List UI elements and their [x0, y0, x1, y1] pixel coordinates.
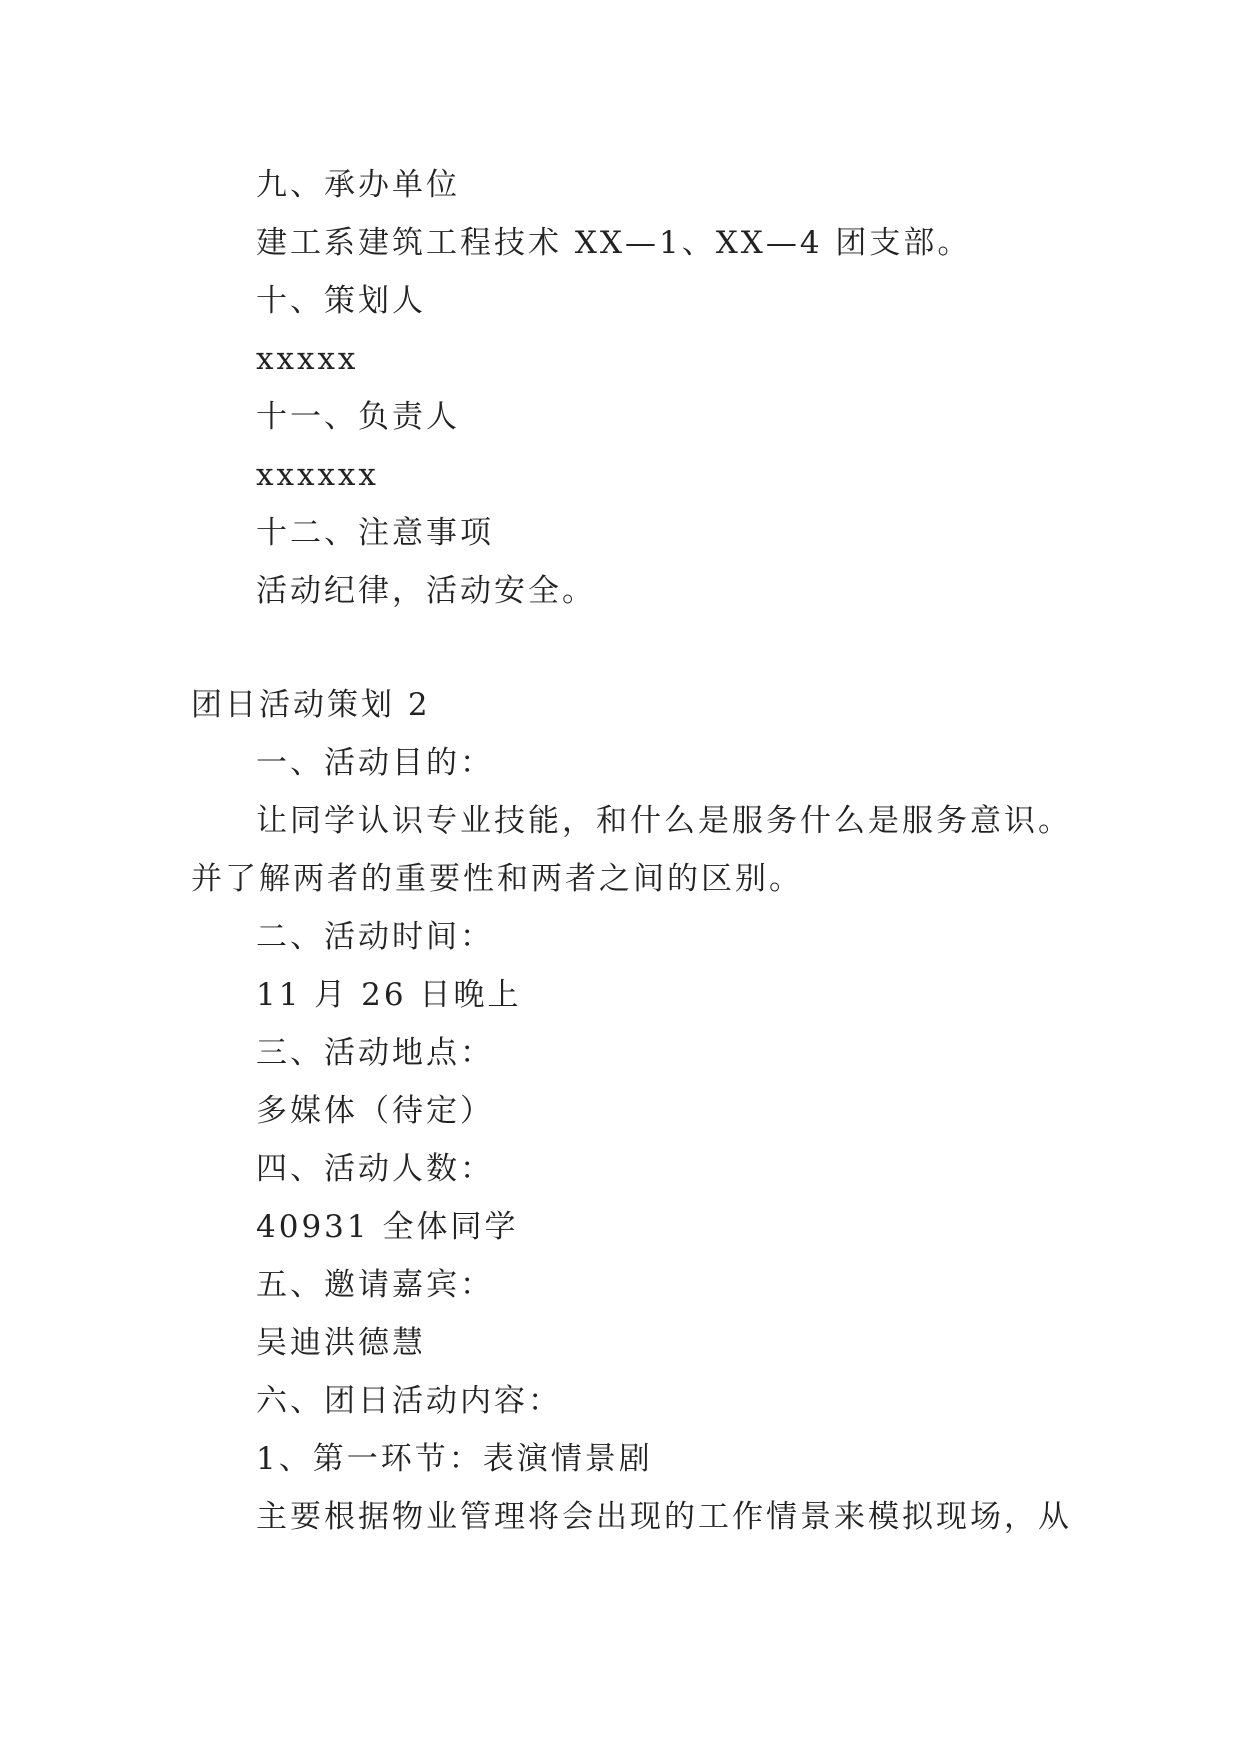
- leader-text: xxxxxx: [256, 457, 379, 493]
- section-heading-participants: 四、活动人数：: [256, 1151, 494, 1187]
- section-heading-purpose: 一、活动目的：: [256, 745, 494, 781]
- section-heading-time: 二、活动时间：: [256, 919, 494, 955]
- participants-text: 40931 全体同学: [256, 1209, 519, 1245]
- section-heading-organizer: 九、承办单位: [256, 167, 460, 203]
- section-heading-notes: 十二、注意事项: [256, 515, 494, 551]
- section-heading-planner: 十、策划人: [256, 283, 426, 319]
- time-text: 11 月 26 日晚上: [256, 977, 522, 1013]
- section-heading-location: 三、活动地点：: [256, 1035, 494, 1071]
- section-heading-guests: 五、邀请嘉宾：: [256, 1267, 494, 1303]
- purpose-text-line1: 让同学认识专业技能，和什么是服务什么是服务意识。: [256, 803, 1072, 839]
- plan-title: 团日活动策划 2: [191, 687, 431, 723]
- section-heading-leader: 十一、负责人: [256, 399, 460, 435]
- content-item-1: 1、第一环节：表演情景剧: [256, 1441, 653, 1477]
- purpose-text-line2: 并了解两者的重要性和两者之间的区别。: [191, 861, 803, 897]
- organizer-text: 建工系建筑工程技术 XX—1、XX—4 团支部。: [256, 225, 972, 261]
- location-text: 多媒体（待定）: [256, 1093, 494, 1129]
- guests-text: 吴迪洪德慧: [256, 1325, 426, 1361]
- notes-text: 活动纪律，活动安全。: [256, 573, 596, 609]
- content-item-1-text: 主要根据物业管理将会出现的工作情景来模拟现场，从: [256, 1499, 1072, 1535]
- section-heading-content: 六、团日活动内容：: [256, 1383, 562, 1419]
- planner-text: xxxxx: [256, 341, 359, 377]
